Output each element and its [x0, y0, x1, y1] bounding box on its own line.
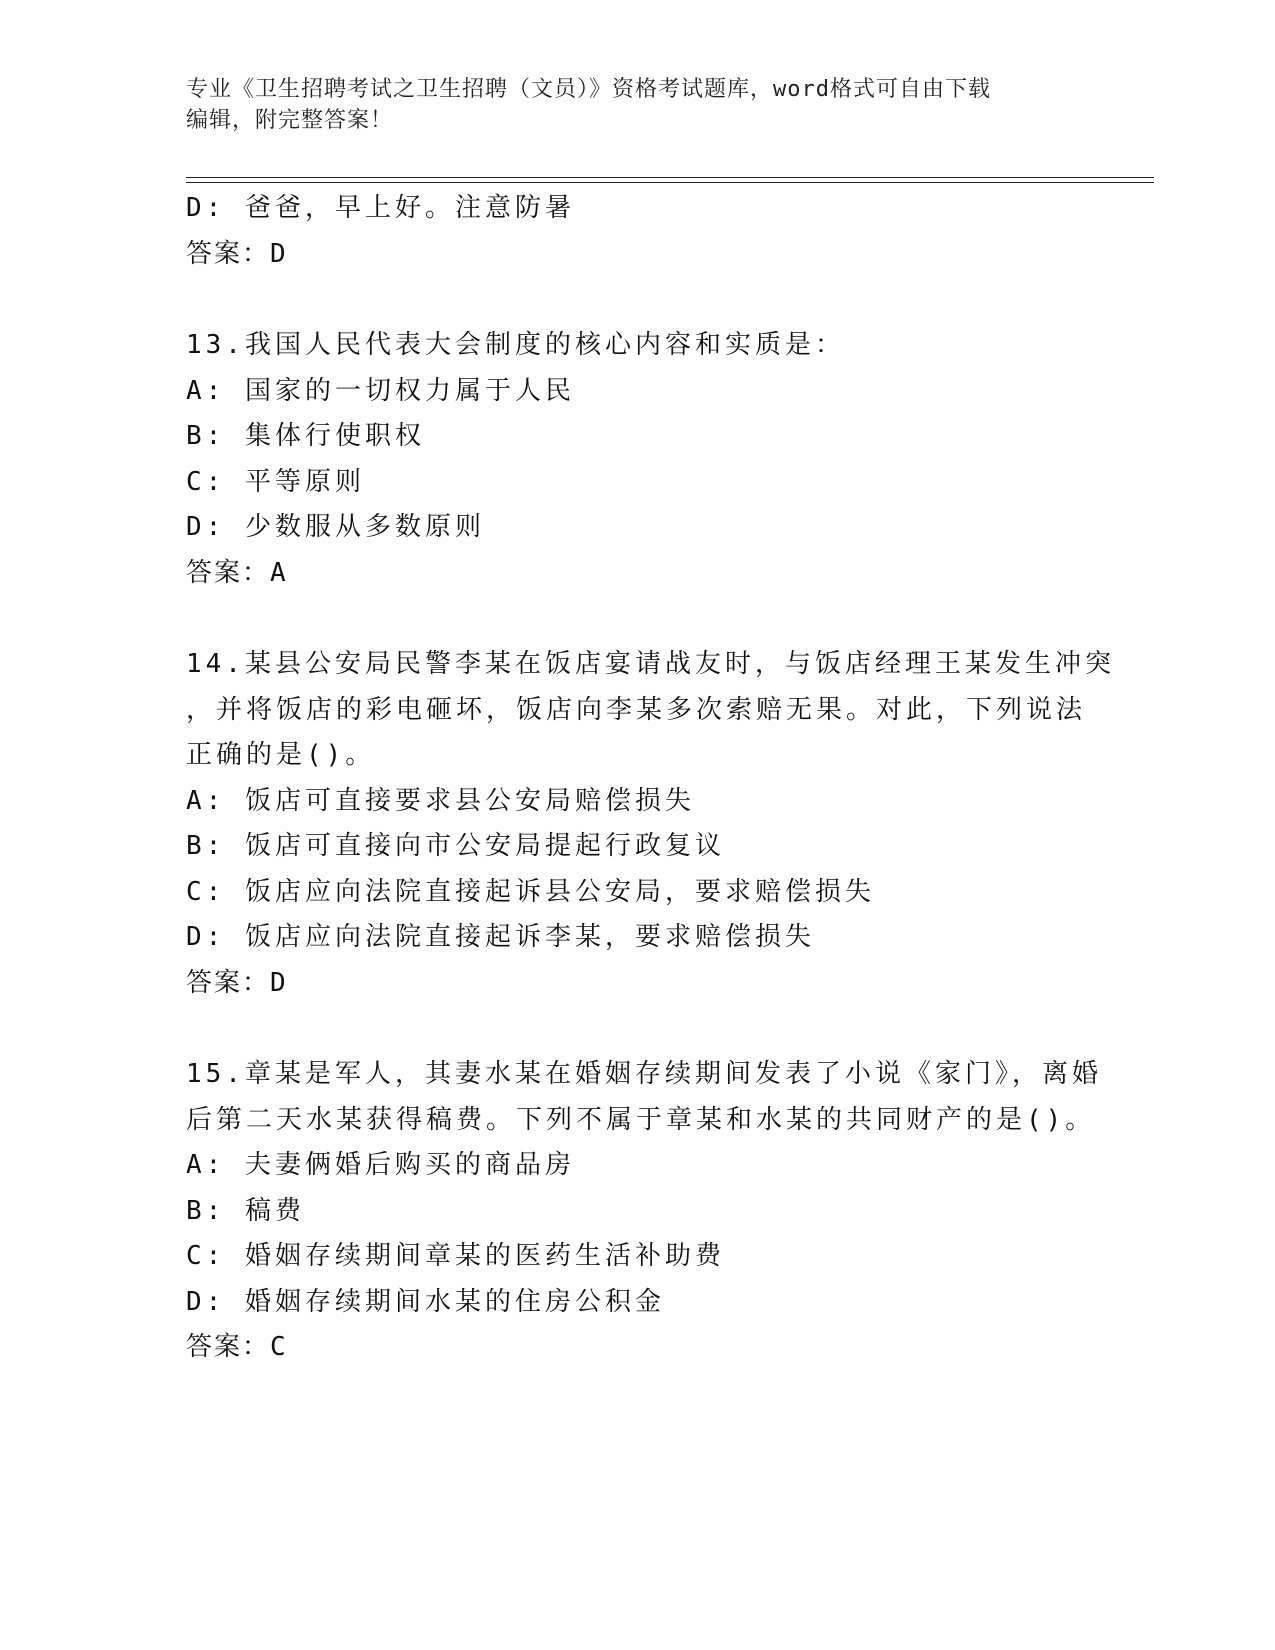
- question-stem: 14.某县公安局民警李某在饭店宴请战友时，与饭店经理王某发生冲突: [186, 649, 1115, 679]
- option-c: C: 婚姻存续期间章某的医药生活补助费: [186, 1241, 725, 1271]
- answer-label: 答案：: [186, 557, 271, 588]
- question-list: [186, 186, 1115, 1371]
- option-c: C: 饭店应向法院直接起诉县公安局，要求赔偿损失: [186, 876, 875, 907]
- answer-label: 答案：: [186, 1332, 271, 1362]
- option-a: A: 夫妻俩婚后购买的商品房: [186, 1150, 575, 1180]
- answer-value: C: [270, 1332, 286, 1362]
- option-b: B: 稿费: [186, 1195, 305, 1226]
- prev-option-d: D: 爸爸，早上好。注意防暑: [186, 193, 575, 223]
- option-d: D: 饭店应向法院直接起诉李某，要求赔偿损失: [186, 922, 815, 952]
- option-b: B: 集体行使职权: [186, 421, 425, 451]
- option-c: C: 平等原则: [186, 466, 365, 497]
- header-rule-top: [186, 177, 1154, 178]
- question-stem: ，并将饭店的彩电砸坏，饭店向李某多次索赔无果。对此，下列说法: [186, 694, 1087, 725]
- question-stem: 15.章某是军人，其妻水某在婚姻存续期间发表了小说《家门》，离婚: [186, 1059, 1102, 1089]
- option-d: D: 少数服从多数原则: [186, 512, 485, 542]
- header-line-2: 编辑，附完整答案！: [186, 108, 394, 133]
- option-d: D: 婚姻存续期间水某的住房公积金: [186, 1286, 665, 1317]
- question-14: [186, 642, 1115, 1006]
- answer: [186, 551, 1086, 597]
- header-line-1: 专业《卫生招聘考试之卫生招聘（文员）》资格考试题库，word格式可自由下载: [186, 77, 991, 102]
- question-stem: 后第二天水某获得稿费。下列不属于章某和水某的共同财产的是()。: [186, 1104, 1096, 1135]
- question-stem: 13.我国人民代表大会制度的核心内容和实质是：: [186, 330, 845, 360]
- answer: [186, 1325, 1086, 1371]
- answer: [186, 961, 1086, 1007]
- question-13: [186, 323, 1086, 596]
- answer-value: D: [270, 967, 286, 998]
- answer-value: D: [270, 238, 286, 269]
- option-a: A: 国家的一切权力属于人民: [186, 375, 575, 406]
- question-stem: 正确的是()。: [186, 740, 376, 770]
- question-15: [186, 1052, 1102, 1371]
- answer-value: A: [270, 557, 286, 588]
- answer-label: 答案：: [186, 967, 271, 998]
- document-header: [186, 74, 1086, 136]
- answer-label: 答案：: [186, 238, 271, 269]
- header-rule-bottom: [186, 182, 1154, 183]
- option-b: B: 饭店可直接向市公安局提起行政复议: [186, 831, 725, 861]
- prev-answer: [186, 232, 1086, 278]
- option-a: A: 饭店可直接要求县公安局赔偿损失: [186, 785, 695, 816]
